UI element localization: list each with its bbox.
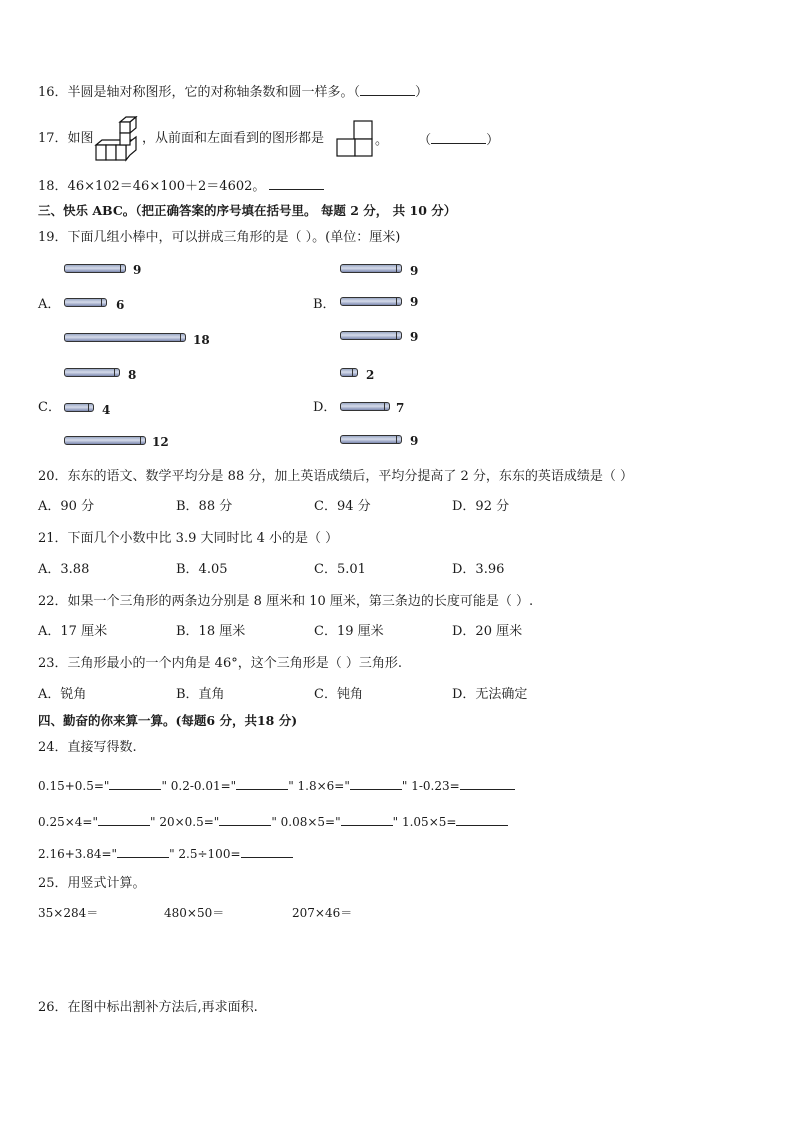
stick-c-3 <box>64 436 146 445</box>
option-23-d[interactable]: D．无法确定 <box>452 687 528 702</box>
section-4-title: 四、勤奋的你来算一算。(每题6 分，共18 分) <box>38 713 298 728</box>
stick-a-1-label: 9 <box>133 263 142 277</box>
view-shape-figure <box>336 120 376 158</box>
vertical-calc-2: 480×50＝ <box>164 906 225 920</box>
calc-2-2: " 20×0.5=" <box>149 815 220 829</box>
question-16-close: ） <box>415 85 429 100</box>
question-16 <box>38 82 428 102</box>
option-22-a[interactable]: A．17 厘米 <box>38 624 108 639</box>
stick-d-3-label: 9 <box>410 434 419 448</box>
stick-d-3 <box>340 435 402 444</box>
vertical-calc-3: 207×46＝ <box>292 906 353 920</box>
question-16-text: 16．半圆是轴对称图形，它的对称轴条数和圆一样多。（ <box>38 85 361 100</box>
calc-row-2 <box>38 812 508 831</box>
question-24-text: 24．直接写得数. <box>38 740 137 755</box>
calc-blank[interactable] <box>236 776 288 790</box>
option-19-b-label[interactable]: B． <box>313 297 336 312</box>
stick-b-3-label: 9 <box>410 330 419 344</box>
stick-a-2-label: 6 <box>116 298 125 312</box>
calc-1-3: " 1.8×6=" <box>288 779 350 793</box>
option-23-a[interactable]: A．锐角 <box>38 687 87 702</box>
option-23-b[interactable]: B．直角 <box>176 687 225 702</box>
option-19-c-label[interactable]: C． <box>38 400 61 415</box>
stick-b-1-label: 9 <box>410 264 419 278</box>
question-17-pre: 17．如图 <box>38 131 94 146</box>
question-17-mid <box>142 130 324 148</box>
calc-2-4: " 1.05×5= <box>392 815 457 829</box>
option-22-c[interactable]: C．19 厘米 <box>314 624 384 639</box>
question-18 <box>38 176 324 196</box>
vertical-calc-1: 35×284＝ <box>38 906 99 920</box>
question-20-text: 20．东东的语文、数学平均分是 88 分，加上英语成绩后，平均分提高了 2 分，东东的英语成绩是（ ） <box>38 469 634 484</box>
question-21-text: 21．下面几个小数中比 3.9 大同时比 4 小的是（ ） <box>38 531 339 546</box>
stick-c-1-label: 8 <box>128 368 137 382</box>
stick-a-3-label: 18 <box>193 333 210 347</box>
stick-a-2 <box>64 298 107 307</box>
calc-blank[interactable] <box>98 812 150 826</box>
question-17-mid-text: ，从前面和左面看到的图形都是 <box>142 131 325 146</box>
stick-d-2 <box>340 402 390 411</box>
question-23-text: 23．三角形最小的一个内角是 46°，这个三角形是（ ）三角形. <box>38 656 402 671</box>
stick-a-3 <box>64 333 186 342</box>
calc-blank[interactable] <box>456 812 508 826</box>
question-17-paren-open: （ <box>418 133 432 148</box>
question-17-period: 。 <box>375 133 389 148</box>
stick-b-3 <box>340 331 402 340</box>
calc-3-2: " 2.5÷100= <box>169 847 241 861</box>
question-19-text: 19．下面几组小棒中，可以拼成三角形的是（ ）。(单位：厘米) <box>38 230 401 245</box>
stick-c-2 <box>64 403 94 412</box>
option-21-a[interactable]: A．3.88 <box>38 562 90 577</box>
option-19-a-label[interactable]: A． <box>38 297 61 312</box>
question-17-post <box>375 130 499 150</box>
question-17 <box>38 130 94 148</box>
question-26-text: 26．在图中标出割补方法后,再求面积. <box>38 1000 258 1015</box>
stick-b-2 <box>340 297 402 306</box>
calc-blank[interactable] <box>117 844 169 858</box>
option-21-d[interactable]: D．3.96 <box>452 562 505 577</box>
stick-d-1-label: 2 <box>366 368 375 382</box>
option-20-c[interactable]: C．94 分 <box>314 499 371 514</box>
stick-d-2-label: 7 <box>396 401 405 415</box>
stick-d-1 <box>340 368 358 377</box>
answer-blank-18[interactable] <box>269 176 324 190</box>
section-3-title: 三、快乐 ABC。（把正确答案的序号填在括号里。 每题 2 分， 共 10 分） <box>38 203 457 218</box>
stick-c-3-label: 12 <box>152 435 169 449</box>
calc-1-2: " 0.2-0.01=" <box>161 779 237 793</box>
stick-c-2-label: 4 <box>102 403 111 417</box>
option-23-c[interactable]: C．钝角 <box>314 687 363 702</box>
calc-blank[interactable] <box>341 812 393 826</box>
stick-c-1 <box>64 368 120 377</box>
option-20-d[interactable]: D．92 分 <box>452 499 510 514</box>
calc-2-1: 0.25×4=" <box>38 815 98 829</box>
calc-1-4: " 1-0.23= <box>401 779 460 793</box>
calc-row-3 <box>38 844 293 863</box>
option-20-a[interactable]: A．90 分 <box>38 499 95 514</box>
stick-a-1 <box>64 264 126 273</box>
calc-2-3: " 0.08×5=" <box>271 815 341 829</box>
option-21-c[interactable]: C．5.01 <box>314 562 366 577</box>
question-17-paren-close: ） <box>486 133 500 148</box>
question-25-text: 25．用竖式计算。 <box>38 876 146 891</box>
calc-blank[interactable] <box>241 844 293 858</box>
calc-blank[interactable] <box>460 776 515 790</box>
answer-blank-16[interactable] <box>360 82 415 96</box>
option-22-d[interactable]: D．20 厘米 <box>452 624 523 639</box>
calc-blank[interactable] <box>219 812 271 826</box>
calc-blank[interactable] <box>109 776 161 790</box>
stick-b-1 <box>340 264 402 273</box>
calc-row-1 <box>38 776 515 795</box>
calc-blank[interactable] <box>350 776 402 790</box>
calc-1-1: 0.15+0.5=" <box>38 779 110 793</box>
cube-stack-figure <box>94 116 138 162</box>
option-19-d-label[interactable]: D． <box>313 400 337 415</box>
option-22-b[interactable]: B．18 厘米 <box>176 624 246 639</box>
answer-blank-17[interactable] <box>431 130 486 144</box>
calc-3-1: 2.16+3.84=" <box>38 847 118 861</box>
question-18-text: 18．46×102＝46×100＋2＝4602。 <box>38 179 266 194</box>
question-22-text: 22．如果一个三角形的两条边分别是 8 厘米和 10 厘米，第三条边的长度可能是（ ）. <box>38 594 534 609</box>
stick-b-2-label: 9 <box>410 295 419 309</box>
option-21-b[interactable]: B．4.05 <box>176 562 228 577</box>
option-20-b[interactable]: B．88 分 <box>176 499 233 514</box>
